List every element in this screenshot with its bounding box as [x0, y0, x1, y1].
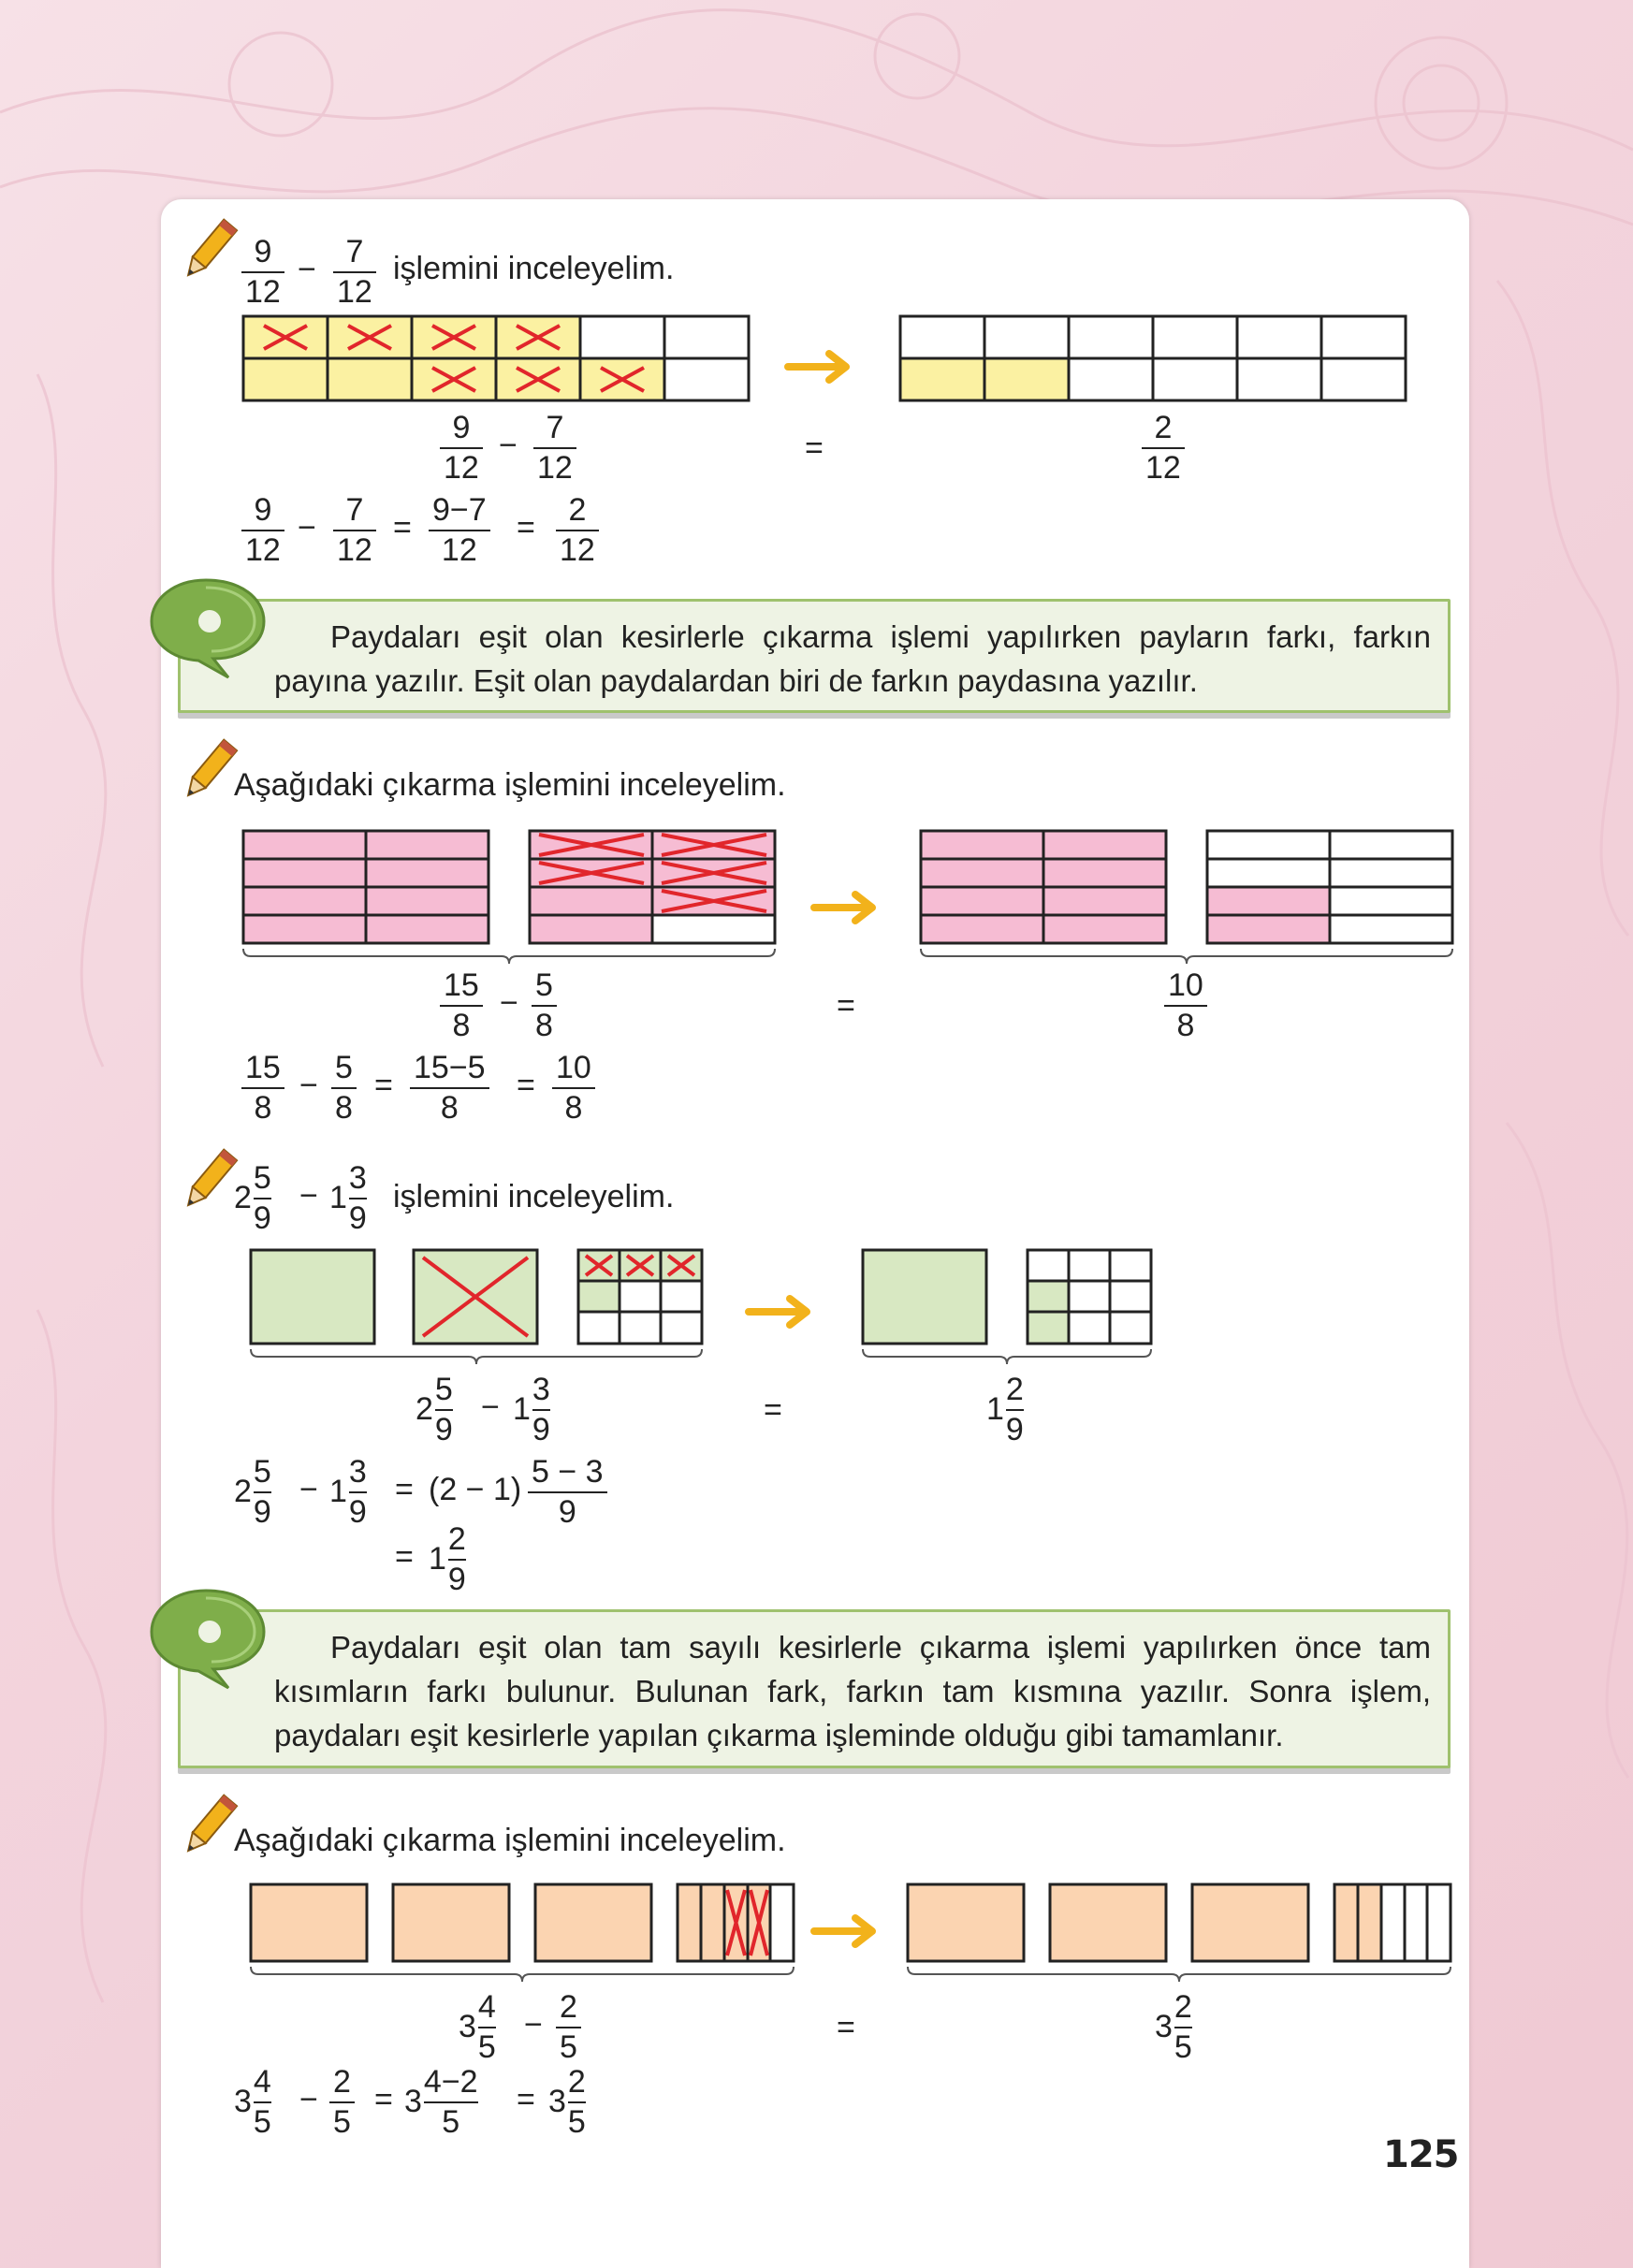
eq-fraction-c: 5 − 3 9: [528, 1456, 607, 1528]
equals-sign: =: [374, 2082, 393, 2117]
result-fraction: 2 12: [1142, 412, 1185, 484]
eq-mixed-a: 2 5 9: [234, 1454, 271, 1530]
equals-sign: =: [837, 988, 855, 1024]
intro-text: işlemini inceleyelim.: [393, 1179, 675, 1214]
eq-mixed-c: 3 4−2 5: [404, 2064, 478, 2140]
square-models-green-before: [247, 1248, 715, 1366]
intro-fraction-a: 9 12: [241, 236, 284, 308]
fraction-bars-pink-after: [919, 829, 1456, 960]
equals-sign: =: [395, 1539, 414, 1575]
info-text: Paydaları eşit olan kesirlerle çıkarma işlemi yapılırken payların farkı, farkın payına yazılır. Eşit olan paydalardan biri de farkın paydasına yazılır.: [274, 619, 1431, 698]
equals-sign: =: [805, 430, 824, 466]
eq-mixed-result: 1 2 9: [429, 1521, 466, 1597]
intro-text: işlemini inceleyelim.: [393, 251, 675, 286]
arrow-icon: [810, 889, 885, 926]
pencil-icon: [176, 213, 241, 288]
minus-sign: −: [298, 252, 316, 287]
minus-sign: −: [524, 2007, 543, 2043]
intro-fraction-b: 7 12: [333, 236, 376, 308]
intro-text: Aşağıdaki çıkarma işlemini inceleyelim.: [234, 767, 786, 803]
under-fraction-a: 15 8: [440, 969, 483, 1041]
equals-sign: =: [374, 1068, 393, 1103]
fraction-grid-yellow-before: [243, 316, 749, 405]
info-box-rule: [178, 1609, 1451, 1768]
equals-sign: =: [393, 510, 412, 545]
equals-sign: =: [395, 1472, 414, 1507]
equals-sign: =: [837, 2010, 855, 2045]
equals-sign: =: [517, 510, 535, 545]
fraction-grid-yellow-after: [900, 316, 1406, 405]
pencil-icon: [176, 734, 241, 808]
intro-mixed-b: 1 3 9: [329, 1160, 367, 1236]
eq-fraction-d: 2 12: [556, 494, 599, 566]
rectangle-models-peach-before: [247, 1883, 799, 1987]
speech-bubble-icon: [148, 573, 270, 676]
eq-fraction-b: 7 12: [333, 494, 376, 566]
eq-mixed-d: 3 2 5: [548, 2064, 586, 2140]
minus-sign: −: [299, 1472, 318, 1507]
eq-fraction-a: 9 12: [241, 494, 284, 566]
whole-difference: (2 − 1): [429, 1472, 522, 1507]
minus-sign: −: [298, 510, 316, 545]
eq-fraction-a: 15 8: [241, 1052, 284, 1124]
pencil-icon: [176, 1789, 241, 1864]
minus-sign: −: [500, 985, 518, 1021]
under-fraction-b: 2 5: [556, 1991, 581, 2063]
minus-sign: −: [299, 1178, 318, 1214]
pencil-icon: [176, 1143, 241, 1218]
fraction-bars-pink-before: [241, 829, 784, 960]
eq-fraction-c: 9−7 12: [429, 494, 490, 566]
intro-text: Aşağıdaki çıkarma işlemini inceleyelim.: [234, 1823, 786, 1858]
minus-sign: −: [299, 1068, 318, 1103]
speech-bubble-icon: [148, 1583, 270, 1686]
eq-mixed-b: 1 3 9: [329, 1454, 367, 1530]
minus-sign: −: [299, 2082, 318, 2117]
rectangle-models-peach-after: [904, 1883, 1456, 1987]
arrow-icon: [745, 1293, 820, 1330]
eq-fraction-d: 10 8: [552, 1052, 595, 1124]
intro-mixed-a: 2 5 9: [234, 1160, 271, 1236]
info-box-rule: [178, 599, 1451, 713]
eq-mixed-a: 3 4 5: [234, 2064, 271, 2140]
equals-sign: =: [517, 1068, 535, 1103]
page-number: 125: [1383, 2133, 1459, 2176]
eq-fraction-b: 5 8: [331, 1052, 357, 1124]
under-fraction-b: 7 12: [533, 412, 576, 484]
arrow-icon: [784, 348, 859, 385]
under-mixed-a: 3 4 5: [459, 1989, 496, 2065]
info-text: Paydaları eşit olan tam sayılı kesirlerle çıkarma işlemi yapılırken önce tam kısımların farkı bulunur. Bulunan fark, farkın tam kısmına yazılır. Sonra işlem, paydaları eşit kesirlerle yapılan çıkarma işleminde olduğu gibi tamamlanır.: [274, 1630, 1431, 1752]
under-mixed-a: 2 5 9: [416, 1372, 453, 1447]
under-fraction-b: 5 8: [532, 969, 557, 1041]
result-fraction: 10 8: [1164, 969, 1207, 1041]
eq-fraction-c: 15−5 8: [410, 1052, 489, 1124]
minus-sign: −: [481, 1389, 500, 1425]
result-mixed: 1 2 9: [986, 1372, 1024, 1447]
under-fraction-a: 9 12: [440, 412, 483, 484]
arrow-icon: [810, 1912, 885, 1950]
equals-sign: =: [517, 2082, 535, 2117]
minus-sign: −: [499, 428, 518, 463]
under-mixed-b: 1 3 9: [513, 1372, 550, 1447]
equals-sign: =: [764, 1392, 782, 1428]
eq-fraction-b: 2 5: [329, 2066, 355, 2138]
result-mixed: 3 2 5: [1155, 1989, 1192, 2065]
square-models-green-after: [859, 1248, 1159, 1366]
